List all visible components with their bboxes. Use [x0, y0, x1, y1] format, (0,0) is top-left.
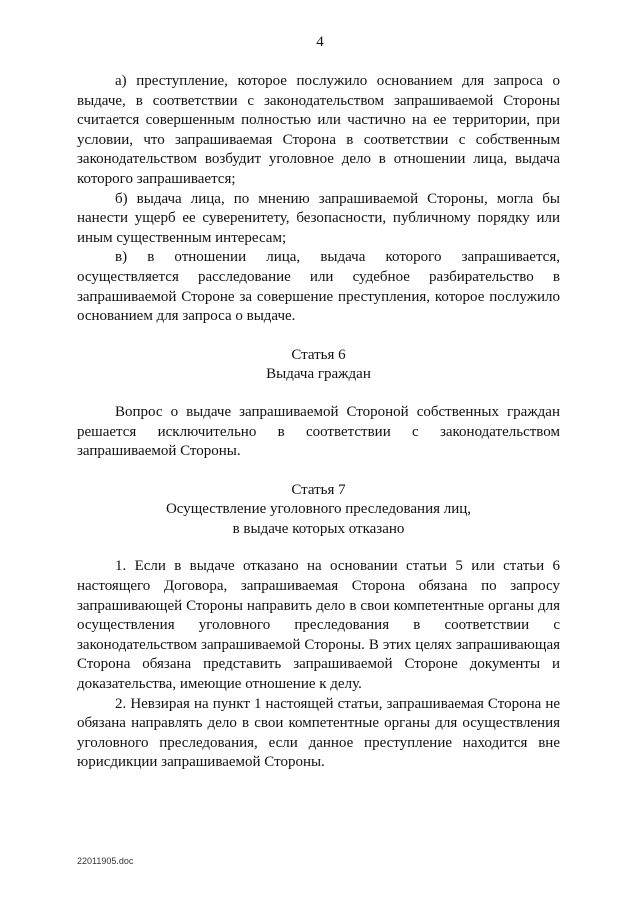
- article-6-heading: [77, 346, 560, 385]
- article-7-heading: [77, 481, 560, 540]
- article-7-title-line1: Осуществление уголовного преследования лиц,: [165, 501, 472, 518]
- article-7-paragraph-1: 1. Если в выдаче отказано на основании статьи 5 или статьи 6 настоящего Договора, запрашиваемая Сторона обязана по запросу запрашивающей Стороны направить дело в свои компетентные органы для осуществления уголовного преследования в соответствии с законодательством запрашиваемой Стороны. В этих целях запрашивающая Сторона обязана представить запрашиваемой Стороне документы и доказательства, имеющие отношение к делу.: [77, 558, 560, 693]
- article-6-number: Статья 6: [291, 346, 346, 363]
- paragraph-b: б) выдача лица, по мнению запрашиваемой Стороны, могла бы нанести ущерб ее суверенитету, безопасности, публичному порядку или иным существенным интересам;: [77, 190, 560, 246]
- article-6-text: Вопрос о выдаче запрашиваемой Стороной собственных граждан решается исключительно в соответствии с законодательством запрашиваемой Стороны.: [77, 403, 560, 460]
- page-number: 4: [316, 34, 324, 50]
- article-7-number: Статья 7: [291, 481, 346, 498]
- file-name-footer: 22011905.doc: [77, 856, 134, 866]
- paragraph-a: а) преступление, которое послужило основанием для запроса о выдаче, в соответствии с законодательством запрашиваемой Стороны считается совершенным полностью или частично на ее территории, при условии, что запрашиваемая Сторона в соответствии с собственным законодательством возбудит уголовное дело в отношении лица, выдача которого запрашивается;: [77, 73, 560, 187]
- article-7-title-line2: в выдаче которых отказано: [232, 520, 405, 537]
- article-7-paragraph-2: 2. Невзирая на пункт 1 настоящей статьи, запрашиваемая Сторона не обязана направлять дело в свои компетентные органы для осуществления уголовного преследования, если данное преступление находится вне юрисдикции запрашиваемой Стороны.: [77, 695, 560, 771]
- paragraph-v: в) в отношении лица, выдача которого запрашивается, осуществляется расследование или судебное разбирательство в запрашиваемой Стороне за совершение преступления, которое послужило основанием для запроса о выдаче.: [77, 249, 560, 325]
- article-6-title: Выдача граждан: [266, 366, 371, 383]
- document-body: [77, 72, 560, 773]
